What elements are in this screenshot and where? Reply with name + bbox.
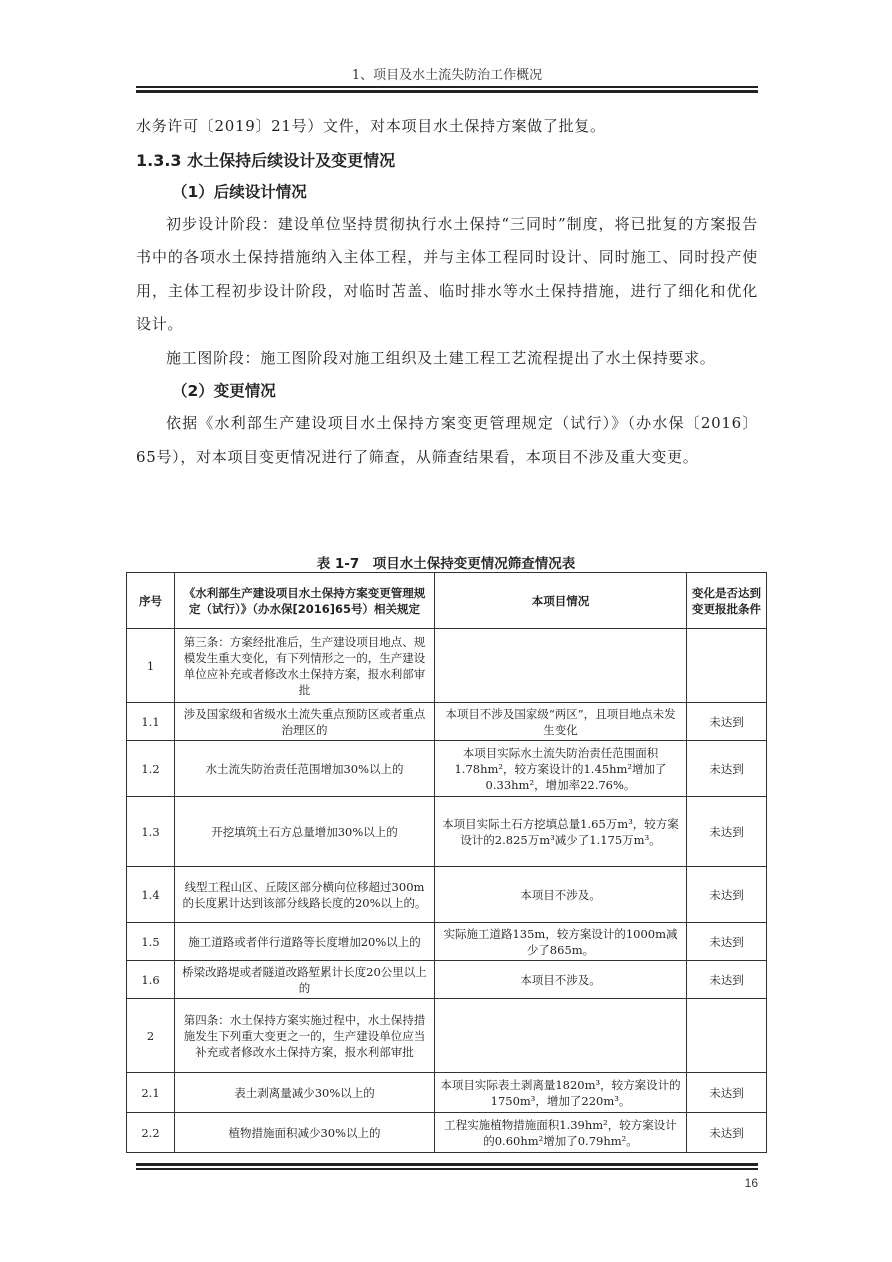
cell-rule: 开挖填筑土石方总量增加30%以上的 [175, 797, 435, 867]
cell-no: 1.3 [127, 797, 175, 867]
running-header: 1、项目及水土流失防治工作概况 [351, 68, 543, 83]
table-row [127, 1113, 767, 1153]
table-header-row [127, 573, 767, 629]
cell-result: 未达到 [687, 741, 767, 797]
cell-situation: 本项目实际土石方挖填总量1.65万m³，较方案设计的2.825万m³减少了1.175万m³。 [435, 797, 687, 867]
footer-rule-thick [136, 1163, 758, 1166]
cell-no: 2.1 [127, 1073, 175, 1113]
cell-rule: 第三条：方案经批准后，生产建设项目地点、规模发生重大变化，有下列情形之一的，生产建设单位应补充或者修改水土保持方案，报水利部审批 [175, 629, 435, 703]
cell-rule: 线型工程山区、丘陵区部分横向位移超过300m的长度累计达到该部分线路长度的20%以上的。 [175, 867, 435, 923]
cell-rule: 涉及国家级和省级水土流失重点预防区或者重点治理区的 [175, 703, 435, 741]
header-situation: 本项目情况 [435, 573, 687, 629]
cell-no: 1 [127, 629, 175, 703]
cell-result: 未达到 [687, 961, 767, 999]
cell-no: 2.2 [127, 1113, 175, 1153]
cell-situation: 本项目不涉及国家级“两区”，且项目地点未发生变化 [435, 703, 687, 741]
cell-no: 1.2 [127, 741, 175, 797]
cell-situation: 本项目实际表土剥离量1820m³，较方案设计的1750m³，增加了220m³。 [435, 1073, 687, 1113]
cell-rule: 表土剥离量减少30%以上的 [175, 1073, 435, 1113]
cell-result: 未达到 [687, 867, 767, 923]
subsection-change: （2）变更情况 [172, 382, 276, 400]
cell-result: 未达到 [687, 1113, 767, 1153]
table-row [127, 1073, 767, 1113]
cell-situation: 实际施工道路135m，较方案设计的1000m减少了865m。 [435, 923, 687, 961]
cell-rule: 水土流失防治责任范围增加30%以上的 [175, 741, 435, 797]
cell-situation: 本项目不涉及。 [435, 867, 687, 923]
body-text [136, 110, 758, 474]
change-screening-table [126, 572, 767, 1153]
cell-result [687, 629, 767, 703]
cell-result: 未达到 [687, 797, 767, 867]
cell-rule: 植物措施面积减少30%以上的 [175, 1113, 435, 1153]
table-row [127, 867, 767, 923]
header-rule: 《水利部生产建设项目水土保持方案变更管理规定（试行）》（办水保[2016]65号）相关规定 [175, 573, 435, 629]
cell-result: 未达到 [687, 703, 767, 741]
cell-rule: 第四条：水土保持方案实施过程中，水土保持措施发生下列重大变更之一的，生产建设单位应当补充或者修改水土保持方案，报水利部审批 [175, 999, 435, 1073]
paragraph-construction-drawing: 施工图阶段：施工图阶段对施工组织及土建工程工艺流程提出了水土保持要求。 [166, 348, 716, 367]
paragraph-change-basis: 依据《水利部生产建设项目水土保持方案变更管理规定（试行）》（办水保〔2016〕65号），对本项目变更情况进行了筛查，从筛查结果看，本项目不涉及重大变更。 [136, 414, 758, 466]
cell-situation [435, 999, 687, 1073]
paragraph-preliminary-design: 初步设计阶段：建设单位坚持贯彻执行水土保持“三同时”制度，将已批复的方案报告书中的各项水土保持措施纳入主体工程，并与主体工程同时设计、同时施工、同时投产使用，主体工程初步设计阶段，对临时苫盖、临时排水等水土保持措施，进行了细化和优化设计。 [136, 214, 758, 333]
cell-situation: 本项目不涉及。 [435, 961, 687, 999]
header-no: 序号 [127, 573, 175, 629]
header-result: 变化是否达到变更报批条件 [687, 573, 767, 629]
header-rule-thin [136, 86, 758, 88]
table-row [127, 629, 767, 703]
cell-situation [435, 629, 687, 703]
table-row [127, 923, 767, 961]
cell-no: 1.6 [127, 961, 175, 999]
cell-result: 未达到 [687, 923, 767, 961]
cell-no: 2 [127, 999, 175, 1073]
cell-result [687, 999, 767, 1073]
table-row [127, 961, 767, 999]
cell-situation: 工程实施植物措施面积1.39hm²，较方案设计的0.60hm²增加了0.79hm²。 [435, 1113, 687, 1153]
table-caption: 表 1-7 项目水土保持变更情况筛查情况表 [316, 556, 576, 572]
cell-no: 1.4 [127, 867, 175, 923]
cell-rule: 施工道路或者伴行道路等长度增加20%以上的 [175, 923, 435, 961]
subsection-design: （1）后续设计情况 [172, 182, 307, 201]
cell-situation: 本项目实际水土流失防治责任范围面积1.78hm²，较方案设计的1.45hm²增加了0.33hm²，增加率22.76%。 [435, 741, 687, 797]
table-row [127, 741, 767, 797]
cell-no: 1.1 [127, 703, 175, 741]
header-rule-thick [136, 90, 758, 93]
table-row [127, 703, 767, 741]
table-row [127, 797, 767, 867]
footer-rule-thin [136, 1168, 758, 1170]
cell-result: 未达到 [687, 1073, 767, 1113]
section-title: 1.3.3 水土保持后续设计及变更情况 [136, 150, 396, 170]
table-row [127, 999, 767, 1073]
page-number: 16 [744, 1176, 758, 1190]
cell-no: 1.5 [127, 923, 175, 961]
paragraph-approval: 水务许可〔2019〕21号）文件，对本项目水土保持方案做了批复。 [136, 117, 606, 135]
cell-rule: 桥梁改路堤或者隧道改路堑累计长度20公里以上的 [175, 961, 435, 999]
